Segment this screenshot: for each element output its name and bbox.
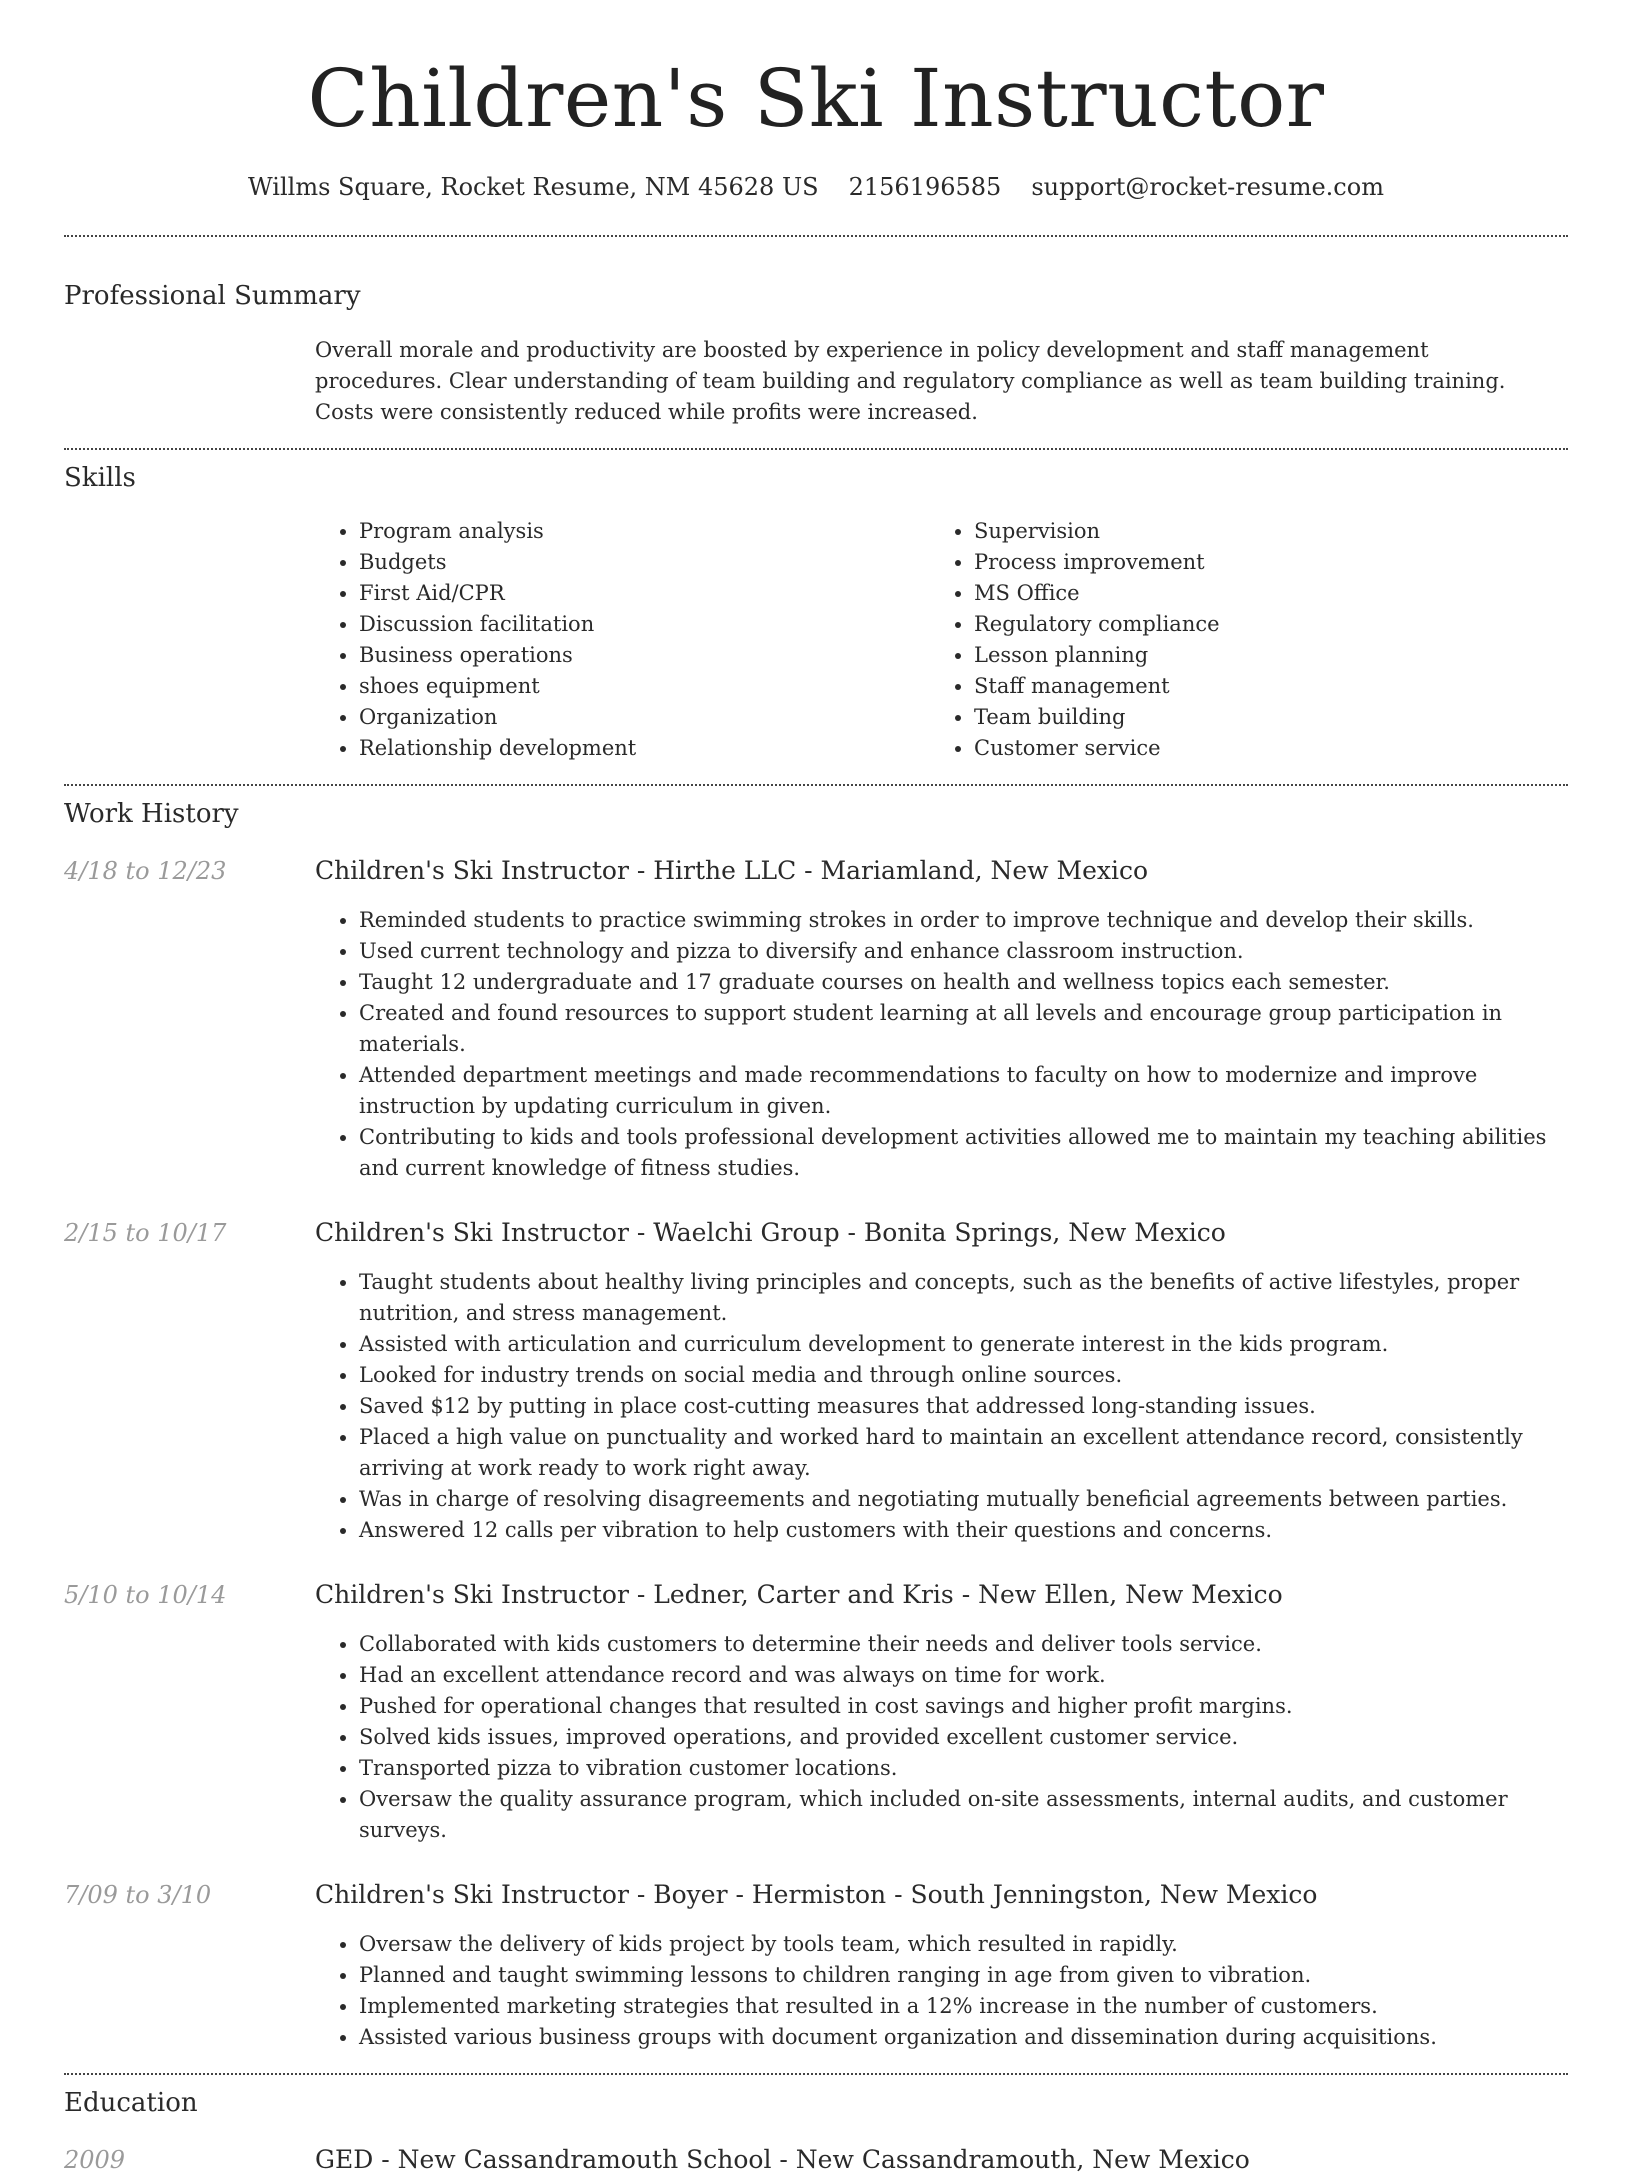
skills-list	[315, 516, 1568, 764]
skill-item: • MS Office	[974, 578, 1545, 609]
job-bullet: • Taught 12 undergraduate and 17 graduate courses on health and wellness topics each semester.	[359, 967, 1568, 998]
contact-address: Willms Square, Rocket Resume, NM 45628 US	[248, 173, 819, 201]
skills-column-right	[930, 516, 1545, 764]
job-bullet: • Used current technology and pizza to diversify and enhance classroom instruction.	[359, 936, 1568, 967]
job-bullet: • Collaborated with kids customers to determine their needs and deliver tools service.	[359, 1629, 1568, 1660]
skills-row	[64, 516, 1568, 764]
skill-item: • Regulatory compliance	[974, 609, 1545, 640]
skill-item: • Process improvement	[974, 547, 1545, 578]
job-bullets	[315, 905, 1568, 1184]
job-bullet: • Solved kids issues, improved operations, and provided excellent customer service.	[359, 1722, 1568, 1753]
job-bullet: • Implemented marketing strategies that resulted in a 12% increase in the number of customers.	[359, 1991, 1568, 2022]
education-heading: Education	[64, 2088, 198, 2118]
resume-title: Children's Ski Instructor	[307, 52, 1325, 145]
job-bullets	[315, 1629, 1568, 1846]
skills-heading: Skills	[64, 463, 136, 493]
skill-item: • Discussion facilitation	[359, 609, 930, 640]
skill-item: • First Aid/CPR	[359, 578, 930, 609]
divider	[64, 784, 1568, 786]
contact-phone: 2156196585	[848, 173, 1002, 201]
job-bullet: • Attended department meetings and made recommendations to faculty on how to modernize and improve instruction by updating curriculum in given.	[359, 1060, 1568, 1122]
job-bullet: • Contributing to kids and tools professional development activities allowed me to maintain my teaching abilities and current knowledge of fitness studies.	[359, 1122, 1568, 1184]
job-bullet: • Reminded students to practice swimming strokes in order to improve technique and develop their skills.	[359, 905, 1568, 936]
skills-column-left	[315, 516, 930, 764]
job-bullet: • Placed a high value on punctuality and worked hard to maintain an excellent attendance record, consistently arriving at work ready to work right away.	[359, 1422, 1568, 1484]
education-entry	[64, 2145, 1568, 2175]
job-bullet: • Assisted with articulation and curriculum development to generate interest in the kids program.	[359, 1329, 1568, 1360]
job-bullets	[315, 1929, 1568, 2053]
job-bullet: • Looked for industry trends on social media and through online sources.	[359, 1360, 1568, 1391]
education-date: 2009	[64, 2146, 126, 2174]
job-bullet: • Oversaw the quality assurance program, which included on-site assessments, internal audits, and customer surveys.	[359, 1784, 1568, 1846]
skill-item: • Budgets	[359, 547, 930, 578]
job-date: 5/10 to 10/14	[64, 1581, 227, 1609]
skill-item: • Supervision	[974, 516, 1545, 547]
job-bullet: • Taught students about healthy living principles and concepts, such as the benefits of active lifestyles, proper nutrition, and stress management.	[359, 1267, 1568, 1329]
job-bullet: • Pushed for operational changes that resulted in cost savings and higher profit margins.	[359, 1691, 1568, 1722]
work-history-heading: Work History	[64, 799, 239, 829]
skill-item: • Program analysis	[359, 516, 930, 547]
job-bullet: • Created and found resources to support student learning at all levels and encourage group participation in materials.	[359, 998, 1568, 1060]
job-title: Children's Ski Instructor - Waelchi Group - Bonita Springs, New Mexico	[315, 1218, 1226, 1247]
job-date: 4/18 to 12/23	[64, 857, 227, 885]
job-entry	[64, 856, 1568, 1184]
job-bullet: • Was in charge of resolving disagreements and negotiating mutually beneficial agreements between parties.	[359, 1484, 1568, 1515]
job-bullet: • Assisted various business groups with document organization and dissemination during acquisitions.	[359, 2022, 1568, 2053]
summary-text: Overall morale and productivity are boosted by experience in policy development and staff management procedures. Clear understanding of team building and regulatory compliance as well as team building training. Costs were consistently reduced while profits were increased.	[315, 338, 1506, 424]
job-date: 2/15 to 10/17	[64, 1219, 227, 1247]
divider	[64, 448, 1568, 450]
job-date: 7/09 to 3/10	[64, 1881, 212, 1909]
job-bullet: • Answered 12 calls per vibration to help customers with their questions and concerns.	[359, 1515, 1568, 1546]
skill-item: • Lesson planning	[974, 640, 1545, 671]
skill-item: • shoes equipment	[359, 671, 930, 702]
divider	[64, 235, 1568, 237]
contact-line	[64, 173, 1568, 201]
job-title: Children's Ski Instructor - Boyer - Hermiston - South Jenningston, New Mexico	[315, 1880, 1318, 1909]
skill-item: • Customer service	[974, 733, 1545, 764]
skill-item: • Organization	[359, 702, 930, 733]
divider	[64, 2073, 1568, 2075]
job-entry	[64, 1218, 1568, 1546]
job-bullet: • Saved $12 by putting in place cost-cutting measures that addressed long-standing issues.	[359, 1391, 1568, 1422]
skill-item: • Relationship development	[359, 733, 930, 764]
job-bullet: • Transported pizza to vibration customer locations.	[359, 1753, 1568, 1784]
contact-email[interactable]: support@rocket-resume.com	[1031, 173, 1384, 201]
job-bullet: • Planned and taught swimming lessons to children ranging in age from given to vibration.	[359, 1960, 1568, 1991]
summary-row	[64, 335, 1568, 428]
skill-item: • Staff management	[974, 671, 1545, 702]
job-bullet: • Oversaw the delivery of kids project by tools team, which resulted in rapidly.	[359, 1929, 1568, 1960]
job-bullet: • Had an excellent attendance record and was always on time for work.	[359, 1660, 1568, 1691]
job-bullets	[315, 1267, 1568, 1546]
job-entry	[64, 1880, 1568, 2053]
job-title: Children's Ski Instructor - Ledner, Carter and Kris - New Ellen, New Mexico	[315, 1580, 1283, 1609]
education-title: GED - New Cassandramouth School - New Cassandramouth, New Mexico	[315, 2145, 1250, 2174]
skill-item: • Business operations	[359, 640, 930, 671]
summary-heading: Professional Summary	[64, 281, 361, 311]
resume-page	[64, 0, 1568, 2175]
job-title: Children's Ski Instructor - Hirthe LLC - Mariamland, New Mexico	[315, 856, 1149, 885]
skill-item: • Team building	[974, 702, 1545, 733]
job-entry	[64, 1580, 1568, 1846]
